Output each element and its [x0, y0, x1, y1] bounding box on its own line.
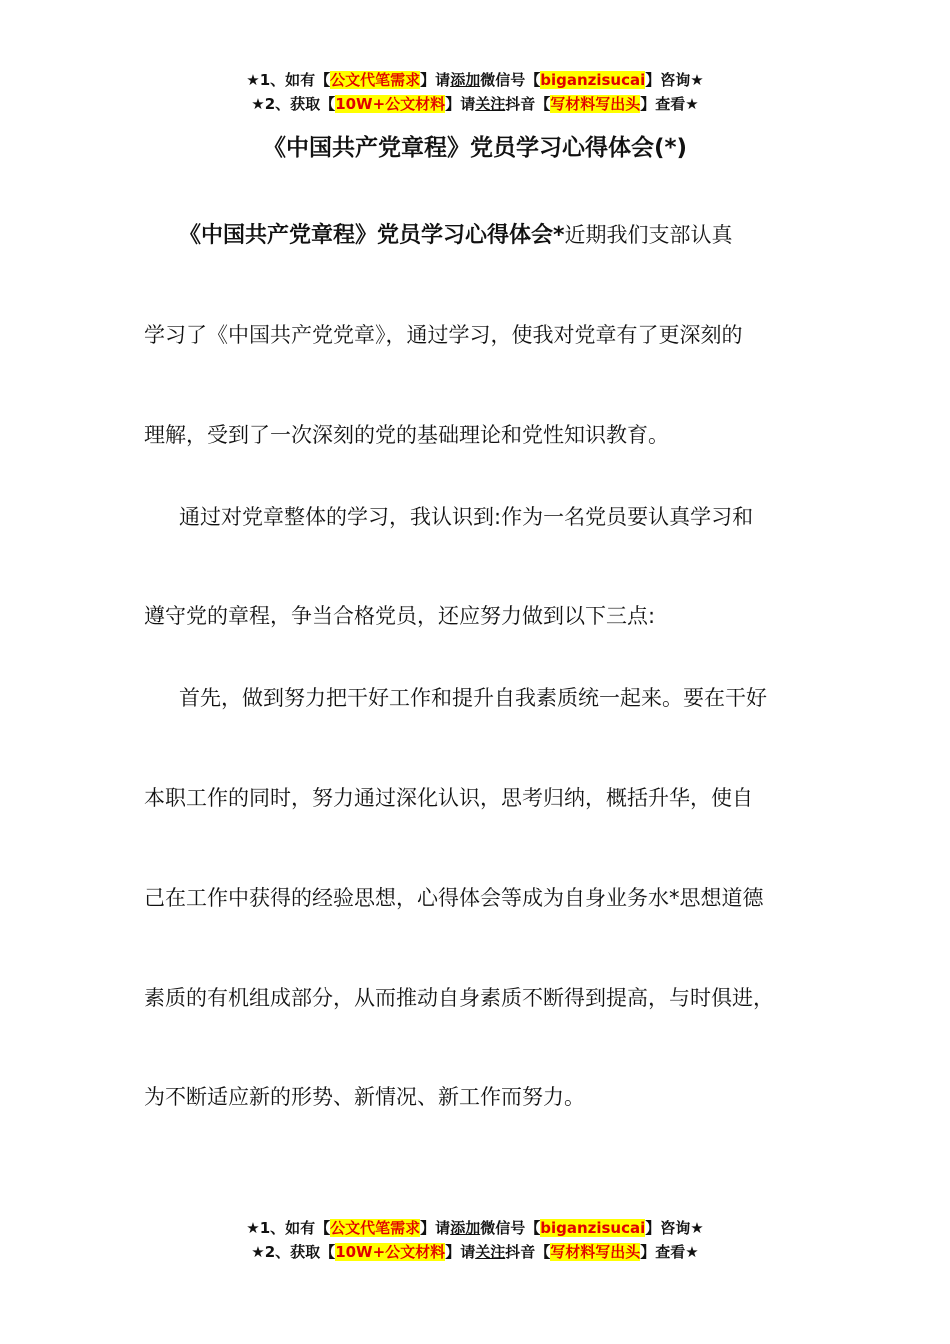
- line-text: 近期我们支部认真: [564, 223, 733, 247]
- banner-underlined: 关注: [475, 1243, 506, 1261]
- banner-line-2: [0, 92, 950, 116]
- banner-text: ★2、获取【: [251, 95, 336, 113]
- paragraph-line: 通过对党章整体的学习，我认识到:作为一名党员要认真学习和: [179, 505, 754, 529]
- paragraph-line: 学习了《中国共产党党章》，通过学习，使我对党章有了更深刻的: [144, 323, 743, 347]
- banner-highlight: 10W+公文材料: [335, 95, 446, 113]
- paragraph-line: 素质的有机组成部分，从而推动自身素质不断得到提高，与时俱进，: [144, 986, 774, 1010]
- document-title: 《中国共产党章程》党员学习心得体会(*): [262, 135, 688, 161]
- banner-text: 】咨询★: [645, 1219, 704, 1237]
- banner-text: ★2、获取【: [251, 1243, 336, 1261]
- banner-highlight: biganzisucai: [540, 1219, 646, 1237]
- banner-highlight: 写材料写出头: [550, 95, 641, 113]
- banner-line-1: [0, 1216, 950, 1240]
- banner-highlight: biganzisucai: [540, 71, 646, 89]
- banner-underlined: 添加: [450, 71, 481, 89]
- banner-text: 抖音【: [505, 95, 551, 113]
- banner-text: 】请: [420, 1219, 451, 1237]
- banner-text: 】请: [420, 71, 451, 89]
- banner-underlined: 关注: [475, 95, 506, 113]
- paragraph-line: 己在工作中获得的经验思想，心得体会等成为自身业务水*思想道德: [144, 886, 764, 910]
- banner-highlight: 公文代笔需求: [330, 71, 421, 89]
- banner-text: 】请: [445, 95, 476, 113]
- banner-line-1: [0, 68, 950, 92]
- banner-underlined: 添加: [450, 1219, 481, 1237]
- banner-text: 抖音【: [505, 1243, 551, 1261]
- paragraph-line: [179, 220, 733, 251]
- banner-text: 】查看★: [640, 95, 699, 113]
- banner-highlight: 10W+公文材料: [335, 1243, 446, 1261]
- footer-banner: [0, 1216, 950, 1264]
- banner-text: 微信号【: [480, 1219, 541, 1237]
- paragraph-line: 理解，受到了一次深刻的党的基础理论和党性知识教育。: [144, 423, 669, 447]
- banner-highlight: 写材料写出头: [550, 1243, 641, 1261]
- banner-text: ★1、如有【: [246, 1219, 331, 1237]
- banner-text: 微信号【: [480, 71, 541, 89]
- banner-text: 】咨询★: [645, 71, 704, 89]
- paragraph-line: 遵守党的章程，争当合格党员，还应努力做到以下三点:: [144, 604, 656, 628]
- banner-highlight: 公文代笔需求: [330, 1219, 421, 1237]
- banner-text: ★1、如有【: [246, 71, 331, 89]
- inline-title: 《中国共产党章程》党员学习心得体会*: [179, 223, 565, 248]
- banner-text: 】请: [445, 1243, 476, 1261]
- paragraph-line: 为不断适应新的形势、新情况、新工作而努力。: [144, 1085, 585, 1109]
- banner-line-2: [0, 1240, 950, 1264]
- paragraph-line: 首先，做到努力把干好工作和提升自我素质统一起来。要在干好: [179, 686, 767, 710]
- paragraph-line: 本职工作的同时，努力通过深化认识，思考归纳，概括升华，使自: [144, 786, 753, 810]
- header-banner: [0, 68, 950, 116]
- banner-text: 】查看★: [640, 1243, 699, 1261]
